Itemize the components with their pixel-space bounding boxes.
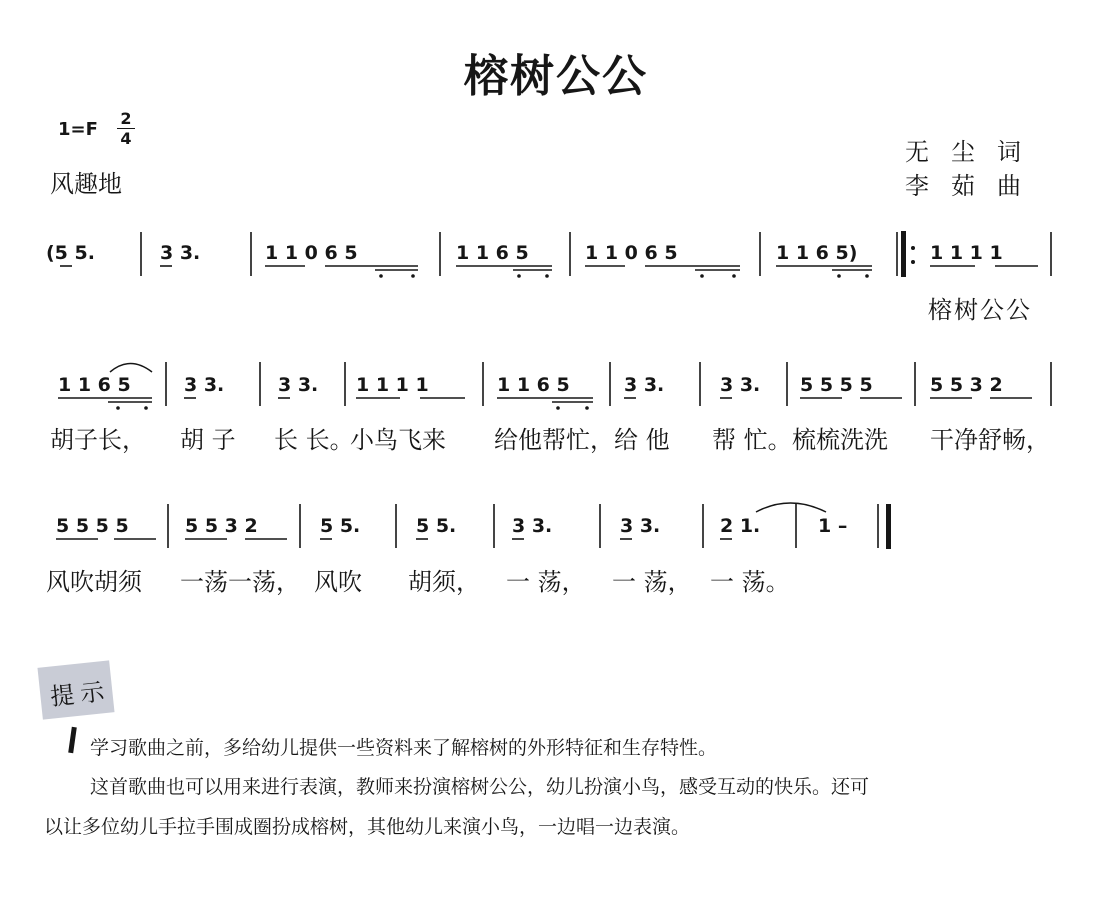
measure-1: (5 5.: [46, 242, 95, 264]
lyric-7: 给 他: [614, 426, 670, 454]
measure-5: 1 1 0 6 5: [585, 242, 678, 264]
time-signature-bottom: 4: [120, 129, 132, 148]
key-signature: 1=F: [58, 119, 98, 140]
lyricist-credit: 无尘词: [905, 138, 1043, 166]
lyric-13: 风吹: [314, 568, 362, 596]
measure-20: 5 5.: [416, 515, 457, 537]
measure-10: 3 3.: [278, 374, 319, 396]
lyric-14: 胡须，: [408, 568, 480, 596]
measure-13: 3 3.: [624, 374, 665, 396]
measure-9: 3 3.: [184, 374, 225, 396]
measure-6: 1 1 6 5): [776, 242, 858, 264]
lyric-3: 胡 子: [180, 426, 236, 454]
lyric-6: 给他帮忙，: [494, 426, 614, 454]
measure-12: 1 1 6 5: [497, 374, 570, 396]
lyric-11: 风吹胡须: [46, 568, 142, 596]
tempo-marking: 风趣地: [50, 170, 122, 198]
measure-14: 3 3.: [720, 374, 761, 396]
time-signature: [117, 110, 135, 147]
measure-8: 1 1 6 5: [58, 374, 131, 396]
lyric-2: 胡子长，: [50, 426, 146, 454]
measure-11: 1 1 1 1: [356, 374, 429, 396]
measure-3: 1 1 0 6 5: [265, 242, 358, 264]
lyric-16: 一 荡，: [612, 568, 692, 596]
measure-15: 5 5 5 5: [800, 374, 873, 396]
measure-2: 3 3.: [160, 242, 201, 264]
lyric-15: 一 荡，: [506, 568, 586, 596]
measure-22: 3 3.: [620, 515, 661, 537]
lyric-9: 梳梳洗洗: [792, 426, 888, 454]
hint-paragraph-2-line-2: 以让多位幼儿手拉手围成圈扮成榕树，其他幼儿来演小鸟，一边唱一边表演。: [44, 816, 691, 838]
measure-17: 5 5 5 5: [56, 515, 129, 537]
time-signature-top: 2: [120, 109, 132, 128]
measure-16: 5 5 3 2: [930, 374, 1003, 396]
hint-label: 提示: [48, 676, 112, 712]
hint-paragraph-1: 学习歌曲之前，多给幼儿提供一些资料来了解榕树的外形特征和生存特性。: [90, 737, 718, 759]
composer-credit: 李茹曲: [905, 172, 1043, 200]
measure-21: 3 3.: [512, 515, 553, 537]
measure-4: 1 1 6 5: [456, 242, 529, 264]
measure-24: 1 –: [818, 515, 848, 537]
lyric-5: 小鸟飞来: [350, 426, 446, 454]
measure-7: 1 1 1 1: [930, 242, 1003, 264]
hint-paragraph-2-line-1: 这首歌曲也可以用来进行表演，教师来扮演榕树公公，幼儿扮演小鸟，感受互动的快乐。还可: [90, 776, 870, 798]
lyric-10: 干净舒畅，: [930, 426, 1050, 454]
measure-23: 2 1.: [720, 515, 761, 537]
measure-19: 5 5.: [320, 515, 361, 537]
lyric-1: 榕树公公: [928, 296, 1032, 324]
lyric-12: 一荡一荡，: [180, 568, 300, 596]
lyric-4: 长 长。: [274, 426, 354, 454]
lyric-8: 帮 忙。: [712, 426, 792, 454]
song-title: 榕树公公: [464, 51, 648, 102]
lyric-17: 一 荡。: [710, 568, 790, 596]
measure-18: 5 5 3 2: [185, 515, 258, 537]
hint-marker-icon: [68, 727, 77, 753]
